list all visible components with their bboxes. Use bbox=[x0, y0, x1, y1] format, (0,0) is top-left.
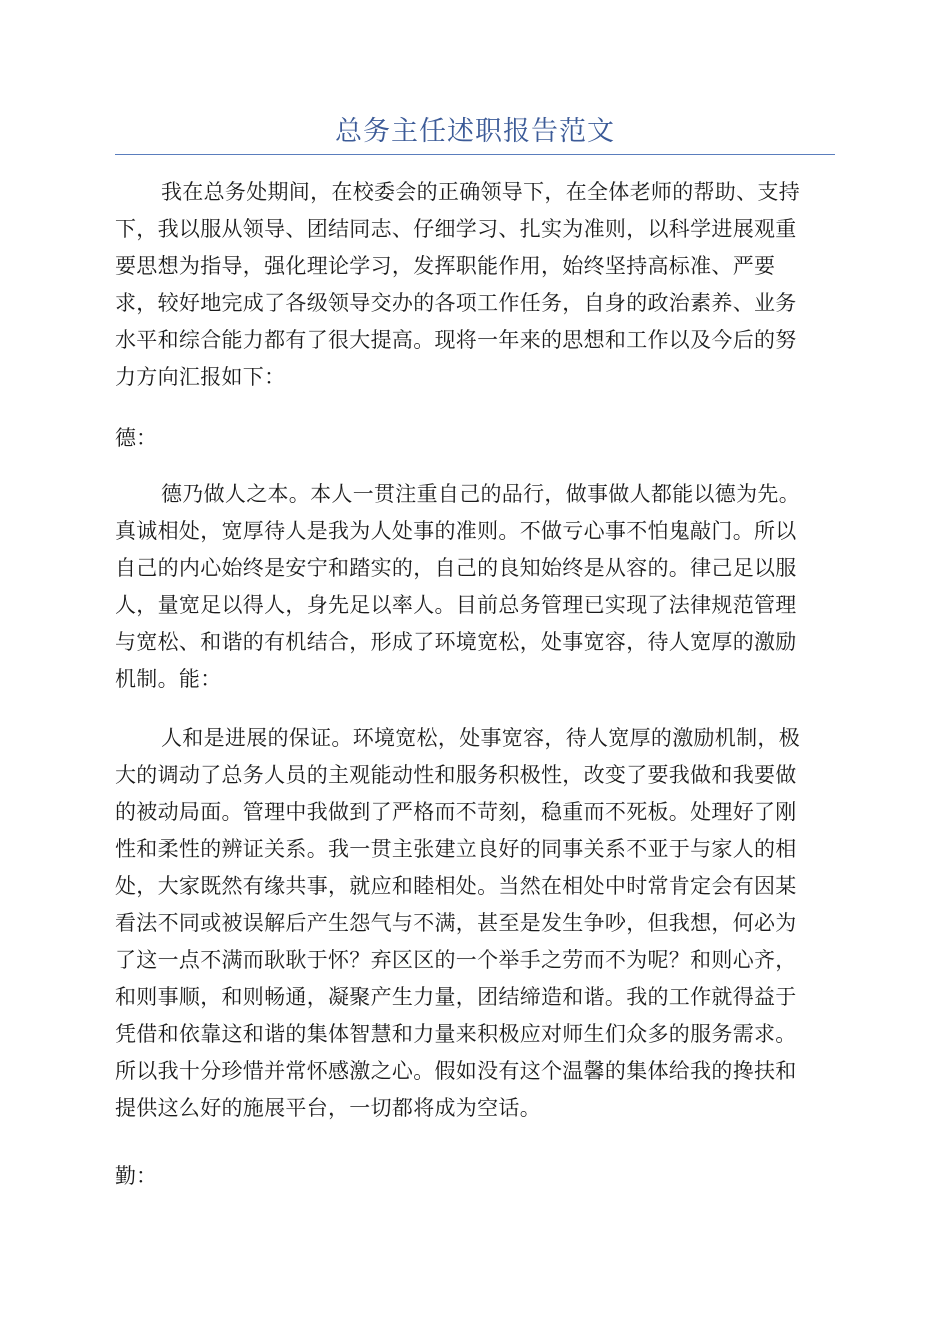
paragraph-line: 了这一点不满而耿耿于怀？弃区区的一个举手之劳而不为呢？和则心齐， bbox=[115, 948, 797, 972]
paragraph-line: 水平和综合能力都有了很大提高。现将一年来的思想和工作以及今后的努 bbox=[115, 328, 797, 352]
paragraph-line: 性和柔性的辨证关系。我一贯主张建立良好的同事关系不亚于与家人的相 bbox=[115, 837, 797, 861]
paragraph-line: 德乃做人之本。本人一贯注重自己的品行，做事做人都能以德为先。 bbox=[161, 482, 800, 506]
paragraph-line: 提供这么好的施展平台，一切都将成为空话。 bbox=[115, 1096, 541, 1120]
paragraph-intro bbox=[115, 174, 835, 396]
paragraph-line: 我在总务处期间，在校委会的正确领导下，在全体老师的帮助、支持 bbox=[161, 180, 800, 204]
paragraph-line: 和则事顺，和则畅通，凝聚产生力量，团结缔造和谐。我的工作就得益于 bbox=[115, 985, 797, 1009]
paragraph-line: 看法不同或被误解后产生怨气与不满，甚至是发生争吵，但我想，何必为 bbox=[115, 911, 797, 935]
paragraph-line: 人和是进展的保证。环境宽松，处事宽容，待人宽厚的激励机制，极 bbox=[161, 726, 800, 750]
paragraph-line: 大的调动了总务人员的主观能动性和服务积极性，改变了要我做和我要做 bbox=[115, 763, 797, 787]
section-heading-qin: 勤： bbox=[115, 1164, 157, 1188]
paragraph-line: 求，较好地完成了各级领导交办的各项工作任务，自身的政治素养、业务 bbox=[115, 291, 797, 315]
paragraph-line: 真诚相处，宽厚待人是我为人处事的准则。不做亏心事不怕鬼敲门。所以 bbox=[115, 519, 797, 543]
paragraph-line: 处，大家既然有缘共事，就应和睦相处。当然在相处中时常肯定会有因某 bbox=[115, 874, 797, 898]
paragraph-line: 自己的内心始终是安宁和踏实的，自己的良知始终是从容的。律己足以服 bbox=[115, 556, 797, 580]
title-underline bbox=[115, 154, 835, 155]
paragraph-line: 与宽松、和谐的有机结合，形成了环境宽松，处事宽容，待人宽厚的激励 bbox=[115, 630, 797, 654]
paragraph-line: 的被动局面。管理中我做到了严格而不苛刻，稳重而不死板。处理好了刚 bbox=[115, 800, 797, 824]
section-heading-de: 德： bbox=[115, 426, 157, 450]
paragraph-line: 人，量宽足以得人，身先足以率人。目前总务管理已实现了法律规范管理 bbox=[115, 593, 797, 617]
paragraph-line: 所以我十分珍惜并常怀感激之心。假如没有这个温馨的集体给我的搀扶和 bbox=[115, 1059, 797, 1083]
paragraph-line: 凭借和依靠这和谐的集体智慧和力量来积极应对师生们众多的服务需求。 bbox=[115, 1022, 797, 1046]
paragraph-line: 要思想为指导，强化理论学习，发挥职能作用，始终坚持高标准、严要 bbox=[115, 254, 776, 278]
document-title: 总务主任述职报告范文 bbox=[335, 116, 615, 147]
paragraph-line: 机制。能： bbox=[115, 667, 222, 691]
paragraph-harmony bbox=[115, 720, 835, 1127]
paragraph-line: 力方向汇报如下： bbox=[115, 365, 286, 389]
paragraph-de bbox=[115, 476, 835, 698]
paragraph-line: 下，我以服从领导、团结同志、仔细学习、扎实为准则，以科学进展观重 bbox=[115, 217, 797, 241]
